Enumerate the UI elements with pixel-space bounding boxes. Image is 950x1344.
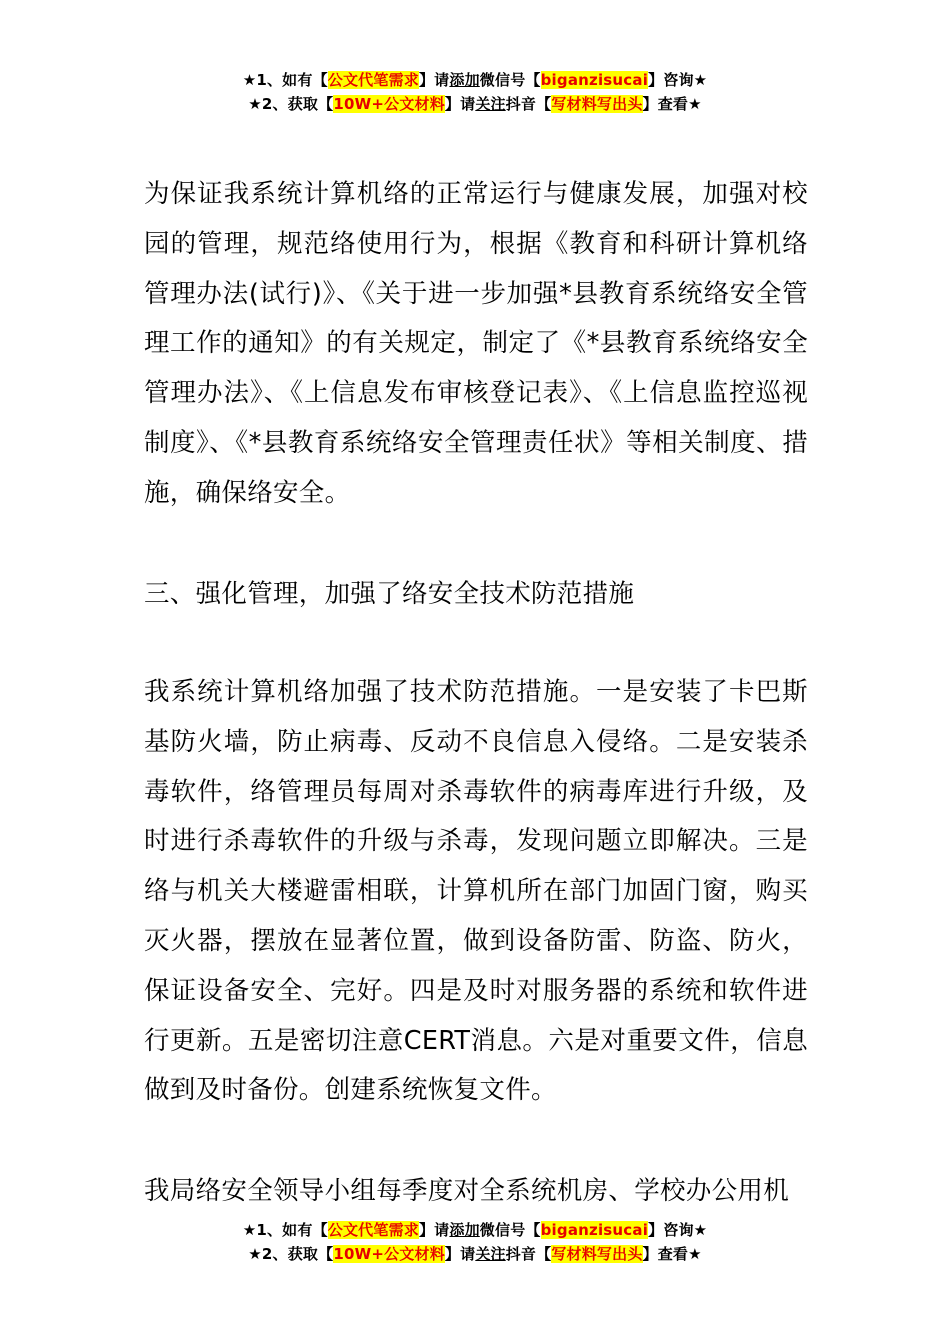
banner-highlight: 写材料写出头 [551, 95, 643, 113]
section-heading-3: 三、强化管理，加强了络安全技术防范措施 [144, 579, 635, 609]
banner-text: 】请 [418, 71, 450, 89]
banner-text: ★1、如有【 [242, 1221, 328, 1239]
paragraph-policy: 为保证我系统计算机络的正常运行与健康发展，加强对校园的管理，规范络使用行为，根据《教育和科研计算机络管理办法(试行)》、《关于进一步加强*县教育系统络安全管理工作的通知》的有关规定，制定了《*县教育系统络安全管理办法》、《上信息发布审核登记表》、《上信息监控巡视制度》、《*县教育系统络安全管理责任状》等相关制度、措施，确保络安全。 [144, 179, 808, 508]
banner-highlight: 10W+公文材料 [333, 95, 445, 113]
banner-text: 】请 [444, 1245, 476, 1263]
header-banner [0, 68, 950, 116]
banner-text: 抖音【 [505, 95, 552, 113]
banner-underline: 关注 [475, 1245, 506, 1263]
banner-line-1 [0, 1218, 950, 1242]
banner-text: 】咨询★ [648, 71, 708, 89]
banner-text: 】请 [418, 1221, 450, 1239]
banner-text: 】查看★ [642, 95, 702, 113]
banner-text: 】咨询★ [648, 1221, 708, 1239]
banner-line-1 [0, 68, 950, 92]
banner-text: ★2、获取【 [248, 1245, 334, 1263]
banner-highlight: 公文代笔需求 [327, 71, 419, 89]
banner-text: 抖音【 [505, 1245, 552, 1263]
banner-text: ★1、如有【 [242, 71, 328, 89]
banner-text: ★2、获取【 [248, 95, 334, 113]
banner-highlight: 10W+公文材料 [333, 1245, 445, 1263]
banner-highlight: biganzisucai [540, 1221, 649, 1239]
banner-text: 】查看★ [642, 1245, 702, 1263]
banner-underline: 添加 [449, 71, 480, 89]
banner-text: 微信号【 [479, 71, 541, 89]
paragraph-inspection: 我局络安全领导小组每季度对全系统机房、学校办公用机 [144, 1176, 790, 1206]
banner-text: 】请 [444, 95, 476, 113]
footer-banner [0, 1218, 950, 1266]
banner-underline: 添加 [449, 1221, 480, 1239]
banner-highlight: 写材料写出头 [551, 1245, 643, 1263]
paragraph-technical-measures: 我系统计算机络加强了技术防范措施。一是安装了卡巴斯基防火墙，防止病毒、反动不良信息入侵络。二是安装杀毒软件，络管理员每周对杀毒软件的病毒库进行升级，及时进行杀毒软件的升级与杀毒，发现问题立即解决。三是络与机关大楼避雷相联，计算机所在部门加固门窗，购买灭火器，摆放在显著位置，做到设备防雷、防盗、防火，保证设备安全、完好。四是及时对服务器的系统和软件进行更新。五是密切注意CERT消息。六是对重要文件，信息做到及时备份。创建系统恢复文件。 [144, 677, 808, 1106]
banner-underline: 关注 [475, 95, 506, 113]
banner-highlight: 公文代笔需求 [327, 1221, 419, 1239]
banner-line-2 [0, 92, 950, 116]
banner-highlight: biganzisucai [540, 71, 649, 89]
banner-line-2 [0, 1242, 950, 1266]
banner-text: 微信号【 [479, 1221, 541, 1239]
